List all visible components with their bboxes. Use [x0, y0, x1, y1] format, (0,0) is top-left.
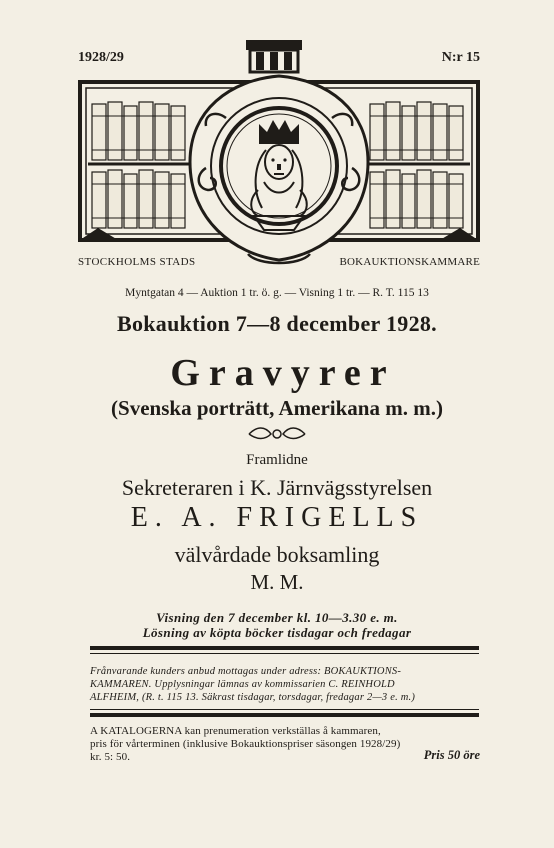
collector-name: E. A. FRIGELLS	[130, 502, 424, 533]
issue-number: N:r 15	[441, 50, 480, 65]
divider-rule	[90, 709, 479, 710]
price-label: Pris 50 öre	[423, 748, 480, 762]
emblem-left-label: STOCKHOLMS STADS	[78, 256, 196, 268]
viewing-info: Visning den 7 december kl. 10—3.30 e. m.	[156, 610, 398, 625]
emblem-right-label: BOKAUKTIONSKAMMARE	[339, 256, 480, 268]
year-label: 1928/29	[78, 50, 124, 65]
collection-line: välvårdade boksamling	[174, 542, 380, 567]
ornament-divider-icon	[247, 424, 307, 444]
secretary-line: Sekreteraren i K. Järnvägsstyrelsen	[121, 475, 433, 500]
stockholm-emblem-icon	[78, 40, 480, 272]
subtitle: (Svenska porträtt, Amerikana m. m.)	[111, 396, 443, 420]
notice-line: ALFHEIM, (R. t. 115 13. Säkrast tisdagar, torsdagar, fredagar 2—3 e. m.)	[90, 692, 416, 703]
notice-line: KAMMAREN. Upplysningar lämnas av kommissarien C. REINHOLD	[90, 679, 395, 690]
notice-line: Frånvarande kunders anbud mottagas under adress: BOKAUKTIONS-	[90, 666, 402, 677]
catalog-line: A KATALOGERNA kan prenumeration verkställas å kammaren,	[90, 725, 381, 737]
divider-rule	[90, 653, 479, 654]
catalog-line: kr. 5: 50.	[90, 751, 131, 763]
catalog-line: pris för vårterminen (inklusive Bokauktionspriser säsongen 1928/29)	[90, 738, 401, 750]
framlidne-label: Framlidne	[246, 452, 308, 468]
divider-rule	[90, 646, 479, 650]
address-line: Myntgatan 4 — Auktion 1 tr. ö. g. — Visning 1 tr. — R. T. 115 13	[125, 287, 429, 299]
page-title: Gravyrer	[170, 352, 396, 394]
auction-dates: Bokauktion 7—8 december 1928.	[117, 311, 437, 336]
purchase-info: Lösning av köpta böcker tisdagar och fredagar	[142, 625, 412, 640]
mm-label: M. M.	[250, 570, 304, 594]
divider-rule	[90, 713, 479, 717]
